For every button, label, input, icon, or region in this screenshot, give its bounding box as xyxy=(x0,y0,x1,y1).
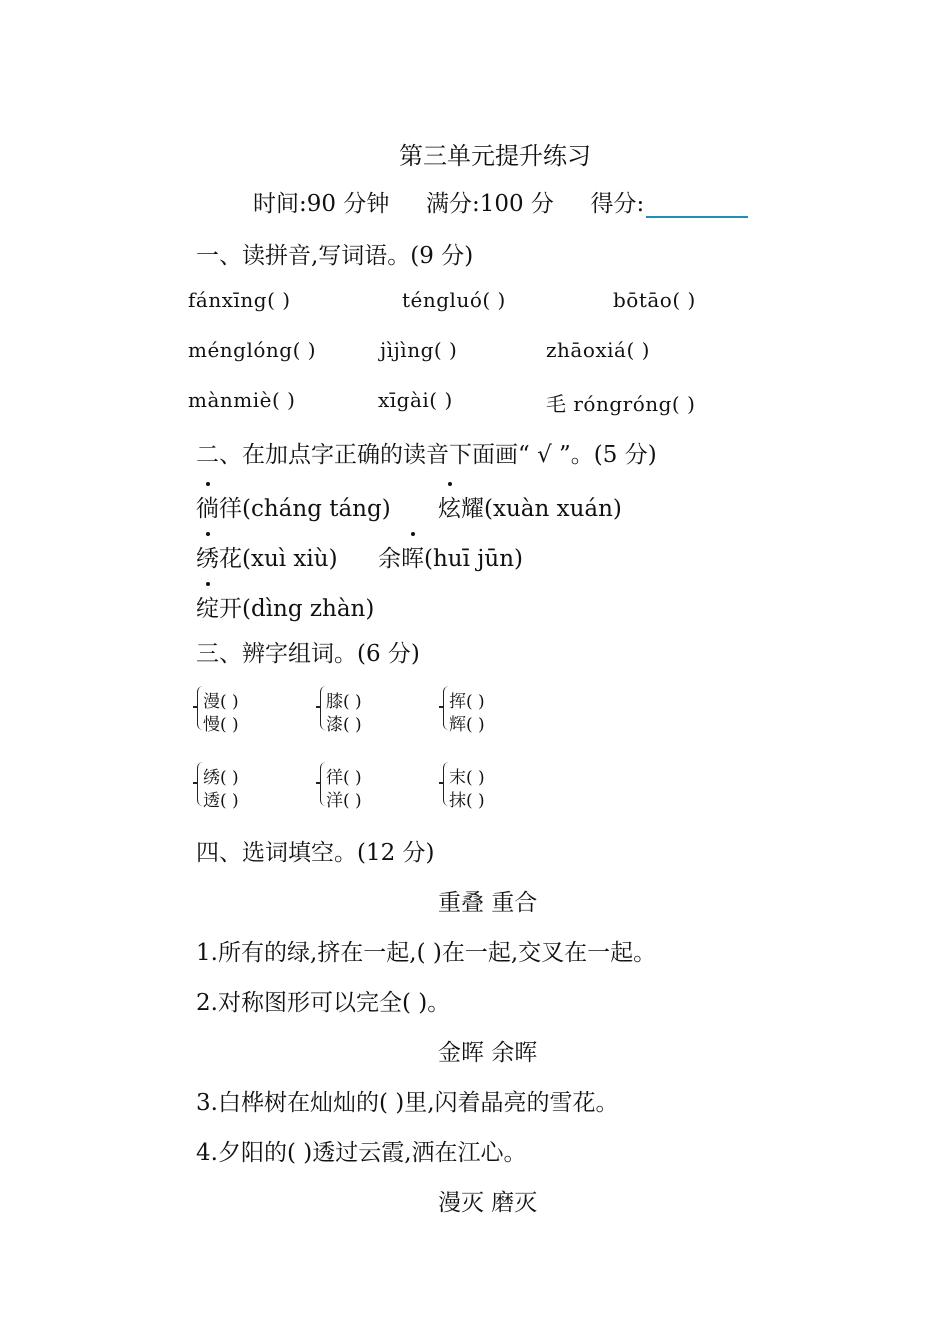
char-compare-item: 绣( ) xyxy=(203,768,239,788)
pinyin-item: ménglóng( ) xyxy=(188,338,317,362)
page-title: 第三单元提升练习 xyxy=(399,142,591,170)
char-compare-item: 漆( ) xyxy=(326,715,362,735)
dotted-character: 绣 xyxy=(196,540,219,573)
pinyin-item: téngluó( ) xyxy=(402,288,506,312)
question-4: 4.夕阳的( )透过云霞,洒在江心。 xyxy=(196,1140,527,1166)
pronunciation-item: 徜徉(cháng táng) xyxy=(196,490,391,523)
char-compare-item: 慢( ) xyxy=(203,715,239,735)
score-label: 得分: xyxy=(590,191,645,217)
word-pair: 漫灭 磨灭 xyxy=(438,1190,538,1216)
word-pair: 金晖 余晖 xyxy=(438,1040,538,1066)
pinyin-item: xīgài( ) xyxy=(378,388,453,412)
char-compare-item: 辉( ) xyxy=(449,715,485,735)
pinyin-item: zhāoxiá( ) xyxy=(546,338,650,362)
question-1: 1.所有的绿,挤在一起,( )在一起,交叉在一起。 xyxy=(196,940,657,966)
section4-heading: 四、选词填空。(12 分) xyxy=(196,840,435,866)
pinyin-item: 毛 róngróng( ) xyxy=(546,392,696,416)
pronunciation-item: 余晖(huī jūn) xyxy=(378,540,523,573)
dotted-character: 晖 xyxy=(401,540,424,573)
section3-heading: 三、辨字组词。(6 分) xyxy=(196,641,420,667)
question-3: 3.白桦树在灿灿的( )里,闪着晶亮的雪花。 xyxy=(196,1090,619,1116)
word-pair: 重叠 重合 xyxy=(438,890,538,916)
char-compare-item: 膝( ) xyxy=(326,692,362,712)
pronunciation-item: 绣花(xuì xiù) xyxy=(196,540,338,573)
char-compare-item: 抹( ) xyxy=(449,791,485,811)
time-label: 时间:90 分钟 xyxy=(253,191,390,217)
pinyin-item: fánxīng( ) xyxy=(188,288,291,312)
question-2: 2.对称图形可以完全( )。 xyxy=(196,990,451,1016)
char-compare-item: 末( ) xyxy=(449,768,485,788)
dotted-character: 炫 xyxy=(438,490,461,523)
full-score-label: 满分:100 分 xyxy=(425,191,554,217)
pronunciation-item: 炫耀(xuàn xuán) xyxy=(438,490,622,523)
section2-heading: 二、在加点字正确的读音下面画“ √ ”。(5 分) xyxy=(196,442,657,468)
pinyin-item: mànmiè( ) xyxy=(188,388,296,412)
exam-info xyxy=(253,185,748,218)
dotted-character: 绽 xyxy=(196,590,219,623)
char-compare-item: 挥( ) xyxy=(449,692,485,712)
char-compare-item: 徉( ) xyxy=(326,768,362,788)
char-compare-item: 透( ) xyxy=(203,791,239,811)
pinyin-item: jìjìng( ) xyxy=(380,338,458,362)
char-compare-item: 洋( ) xyxy=(326,791,362,811)
pronunciation-item: 绽开(dìng zhàn) xyxy=(196,590,374,623)
char-compare-item: 漫( ) xyxy=(203,692,239,712)
section1-heading: 一、读拼音,写词语。(9 分) xyxy=(196,243,474,269)
score-blank[interactable] xyxy=(646,190,748,218)
pinyin-item: bōtāo( ) xyxy=(613,288,696,312)
dotted-character: 徜 xyxy=(196,490,219,523)
